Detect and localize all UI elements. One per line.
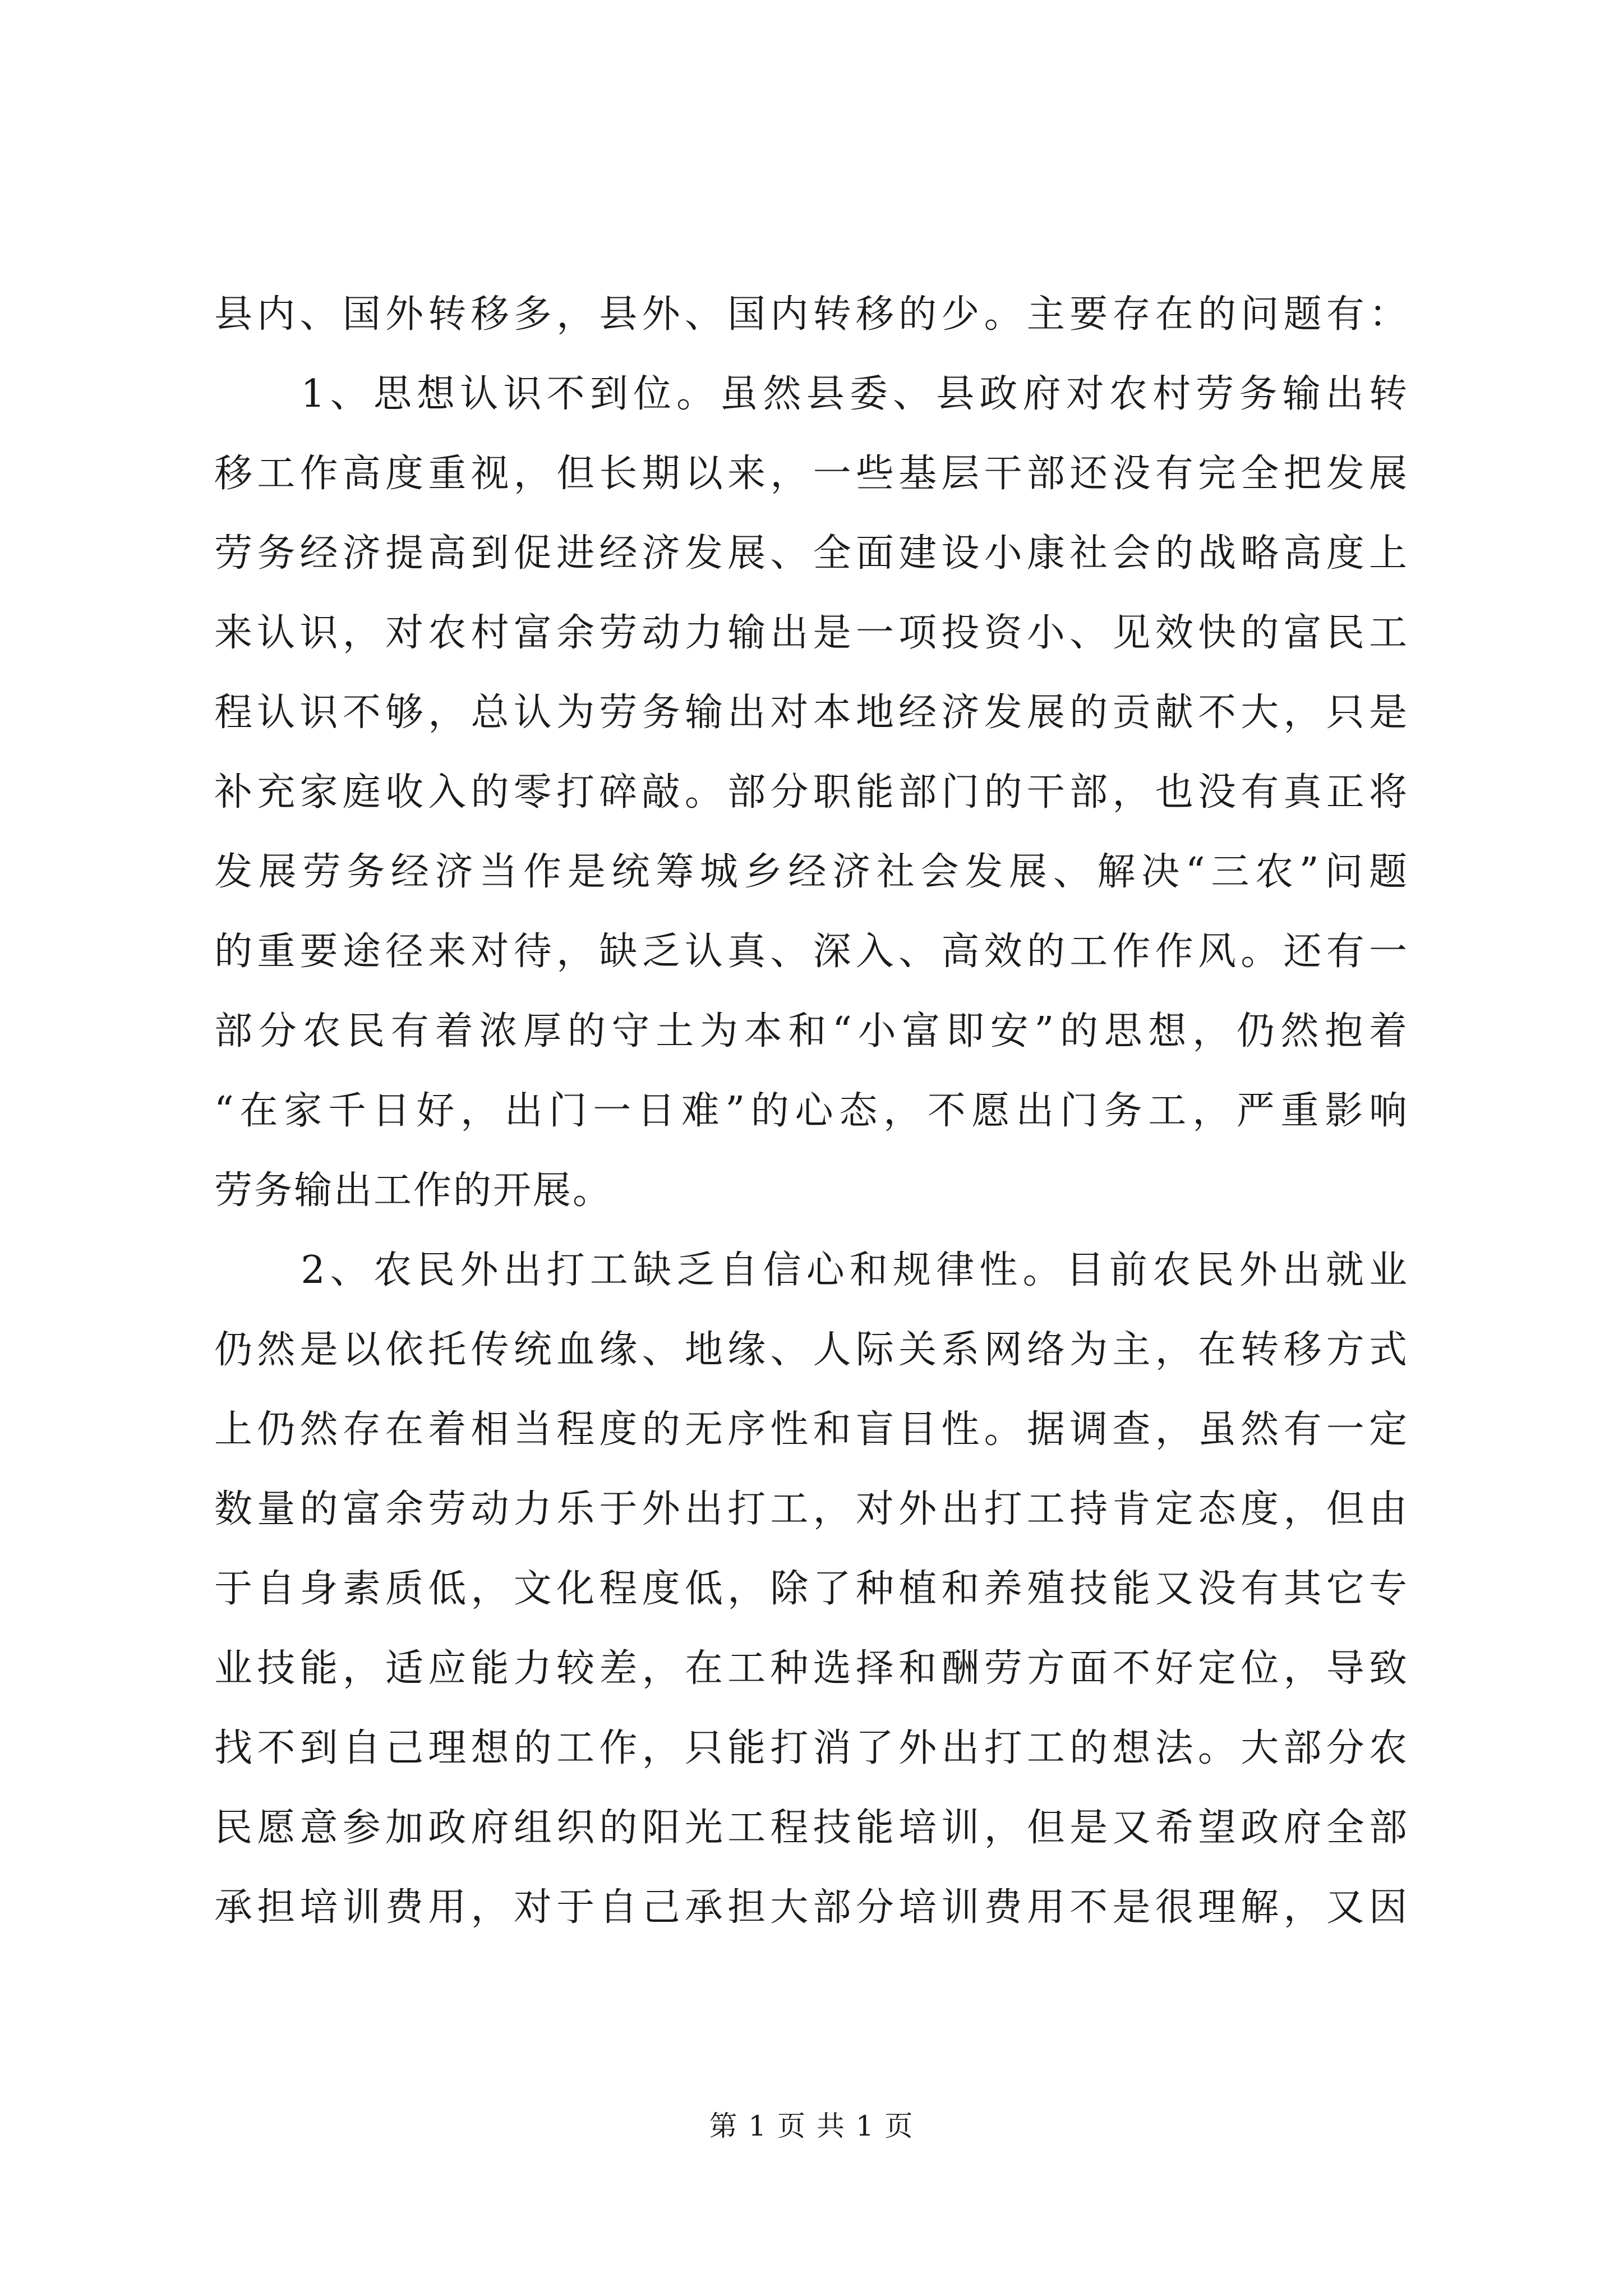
text-line: 县内、国外转移多，县外、国内转移的少。主要存在的问题有： [214,292,1409,337]
text-line: 部分农民有着浓厚的守土为本和“小富即安”的思想，仍然抱着 [214,1009,1409,1053]
text-line: 补充家庭收入的零打碎敲。部分职能部门的干部，也没有真正将 [214,770,1409,815]
text-line: 上仍然存在着相当程度的无序性和盲目性。据调查，虽然有一定 [214,1407,1409,1452]
text-line: 发展劳务经济当作是统筹城乡经济社会发展、解决“三农”问题 [214,850,1409,894]
text-line: 的重要途径来对待，缺乏认真、深入、高效的工作作风。还有一 [214,930,1409,974]
text-line: 承担培训费用，对于自己承担大部分培训费用不是很理解，又因 [214,1885,1409,1930]
text-line: “在家千日好，出门一日难”的心态，不愿出门务工，严重影响 [214,1089,1409,1133]
text-line: 劳务输出工作的开展。 [214,1168,613,1213]
text-line: 2、农民外出打工缺乏自信心和规律性。目前农民外出就业 [214,1248,1409,1292]
text-line: 1、思想认识不到位。虽然县委、县政府对农村劳务输出转 [214,372,1409,416]
text-line: 移工作高度重视，但长期以来，一些基层干部还没有完全把发展 [214,452,1409,496]
page-footer: 第 1 页 共 1 页 [709,2110,914,2142]
text-line: 找不到自己理想的工作，只能打消了外出打工的想法。大部分农 [214,1726,1409,1770]
text-line: 仍然是以依托传统血缘、地缘、人际关系网络为主，在转移方式 [214,1328,1409,1372]
text-line: 来认识，对农村富余劳动力输出是一项投资小、见效快的富民工 [214,611,1409,655]
text-line: 劳务经济提高到促进经济发展、全面建设小康社会的战略高度上 [214,531,1409,576]
body-text [214,275,1409,1948]
text-line: 数量的富余劳动力乐于外出打工，对外出打工持肯定态度，但由 [214,1487,1409,1531]
text-line: 于自身素质低，文化程度低，除了种植和养殖技能又没有其它专 [214,1567,1409,1611]
text-line: 民愿意参加政府组织的阳光工程技能培训，但是又希望政府全部 [214,1806,1409,1850]
text-line: 业技能，适应能力较差，在工种选择和酬劳方面不好定位，导致 [214,1646,1409,1691]
text-line: 程认识不够，总认为劳务输出对本地经济发展的贡献不大，只是 [214,691,1409,735]
